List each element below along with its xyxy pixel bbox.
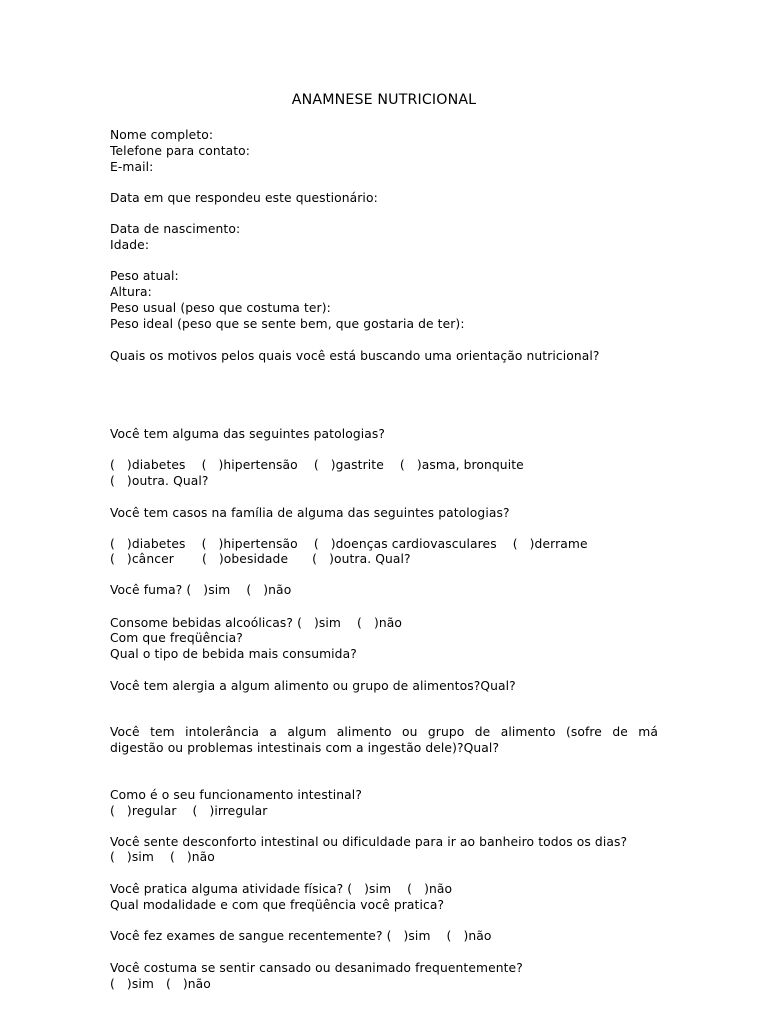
question-motivos: Quais os motivos pelos quais você está buscando uma orientação nutricional? bbox=[110, 349, 600, 363]
question-intolerancia-line-1: Você tem intolerância a algum alimento ou grupo de alimento (sofre de má bbox=[110, 725, 658, 739]
question-frequencia-bebida: Com que freqüência? bbox=[110, 631, 243, 645]
field-data-nascimento: Data de nascimento: bbox=[110, 222, 241, 236]
question-patologias-familia: Você tem casos na família de alguma das seguintes patologias? bbox=[110, 506, 510, 520]
question-desconforto: Você sente desconforto intestinal ou dificuldade para ir ao banheiro todos os dias? bbox=[110, 835, 628, 849]
field-peso-ideal: Peso ideal (peso que se sente bem, que gostaria de ter): bbox=[110, 317, 465, 331]
question-intolerancia-line-2: digestão ou problemas intestinais com a ingestão dele)?Qual? bbox=[110, 741, 500, 755]
question-modalidade: Qual modalidade e com que freqüência você pratica? bbox=[110, 898, 445, 912]
question-cansado: Você costuma se sentir cansado ou desanimado frequentemente? bbox=[110, 961, 523, 975]
question-atividade-fisica: Você pratica alguma atividade física? ( )sim ( )não bbox=[110, 882, 453, 896]
options-patologias: ( )diabetes ( )hipertensão ( )gastrite ( )asma, bronquite bbox=[110, 458, 524, 472]
field-idade: Idade: bbox=[110, 238, 150, 252]
question-alergia: Você tem alergia a algum alimento ou grupo de alimentos?Qual? bbox=[110, 679, 516, 693]
question-fuma: Você fuma? ( )sim ( )não bbox=[110, 583, 292, 597]
field-peso-atual: Peso atual: bbox=[110, 269, 179, 283]
options-desconforto: ( )sim ( )não bbox=[110, 850, 215, 864]
options-intestinal: ( )regular ( )irregular bbox=[110, 804, 268, 818]
field-email: E-mail: bbox=[110, 160, 154, 174]
option-patologia-outra: ( )outra. Qual? bbox=[110, 474, 209, 488]
field-telefone: Telefone para contato: bbox=[110, 144, 251, 158]
options-familia-row-1: ( )diabetes ( )hipertensão ( )doenças cardiovasculares ( )derrame bbox=[110, 537, 588, 551]
question-bebidas: Consome bebidas alcoólicas? ( )sim ( )não bbox=[110, 616, 402, 630]
options-cansado: ( )sim ( )não bbox=[110, 977, 211, 991]
field-altura: Altura: bbox=[110, 285, 152, 299]
question-patologias: Você tem alguma das seguintes patologias? bbox=[110, 427, 386, 441]
field-data-resposta: Data em que respondeu este questionário: bbox=[110, 191, 378, 205]
question-exames-sangue: Você fez exames de sangue recentemente? ( )sim ( )não bbox=[110, 929, 492, 943]
question-tipo-bebida: Qual o tipo de bebida mais consumida? bbox=[110, 647, 357, 661]
options-familia-row-2: ( )câncer ( )obesidade ( )outra. Qual? bbox=[110, 552, 411, 566]
field-nome-completo: Nome completo: bbox=[110, 128, 214, 142]
field-peso-usual: Peso usual (peso que costuma ter): bbox=[110, 301, 331, 315]
document-title: ANAMNESE NUTRICIONAL bbox=[291, 92, 477, 108]
question-funcionamento-intestinal: Como é o seu funcionamento intestinal? bbox=[110, 788, 362, 802]
